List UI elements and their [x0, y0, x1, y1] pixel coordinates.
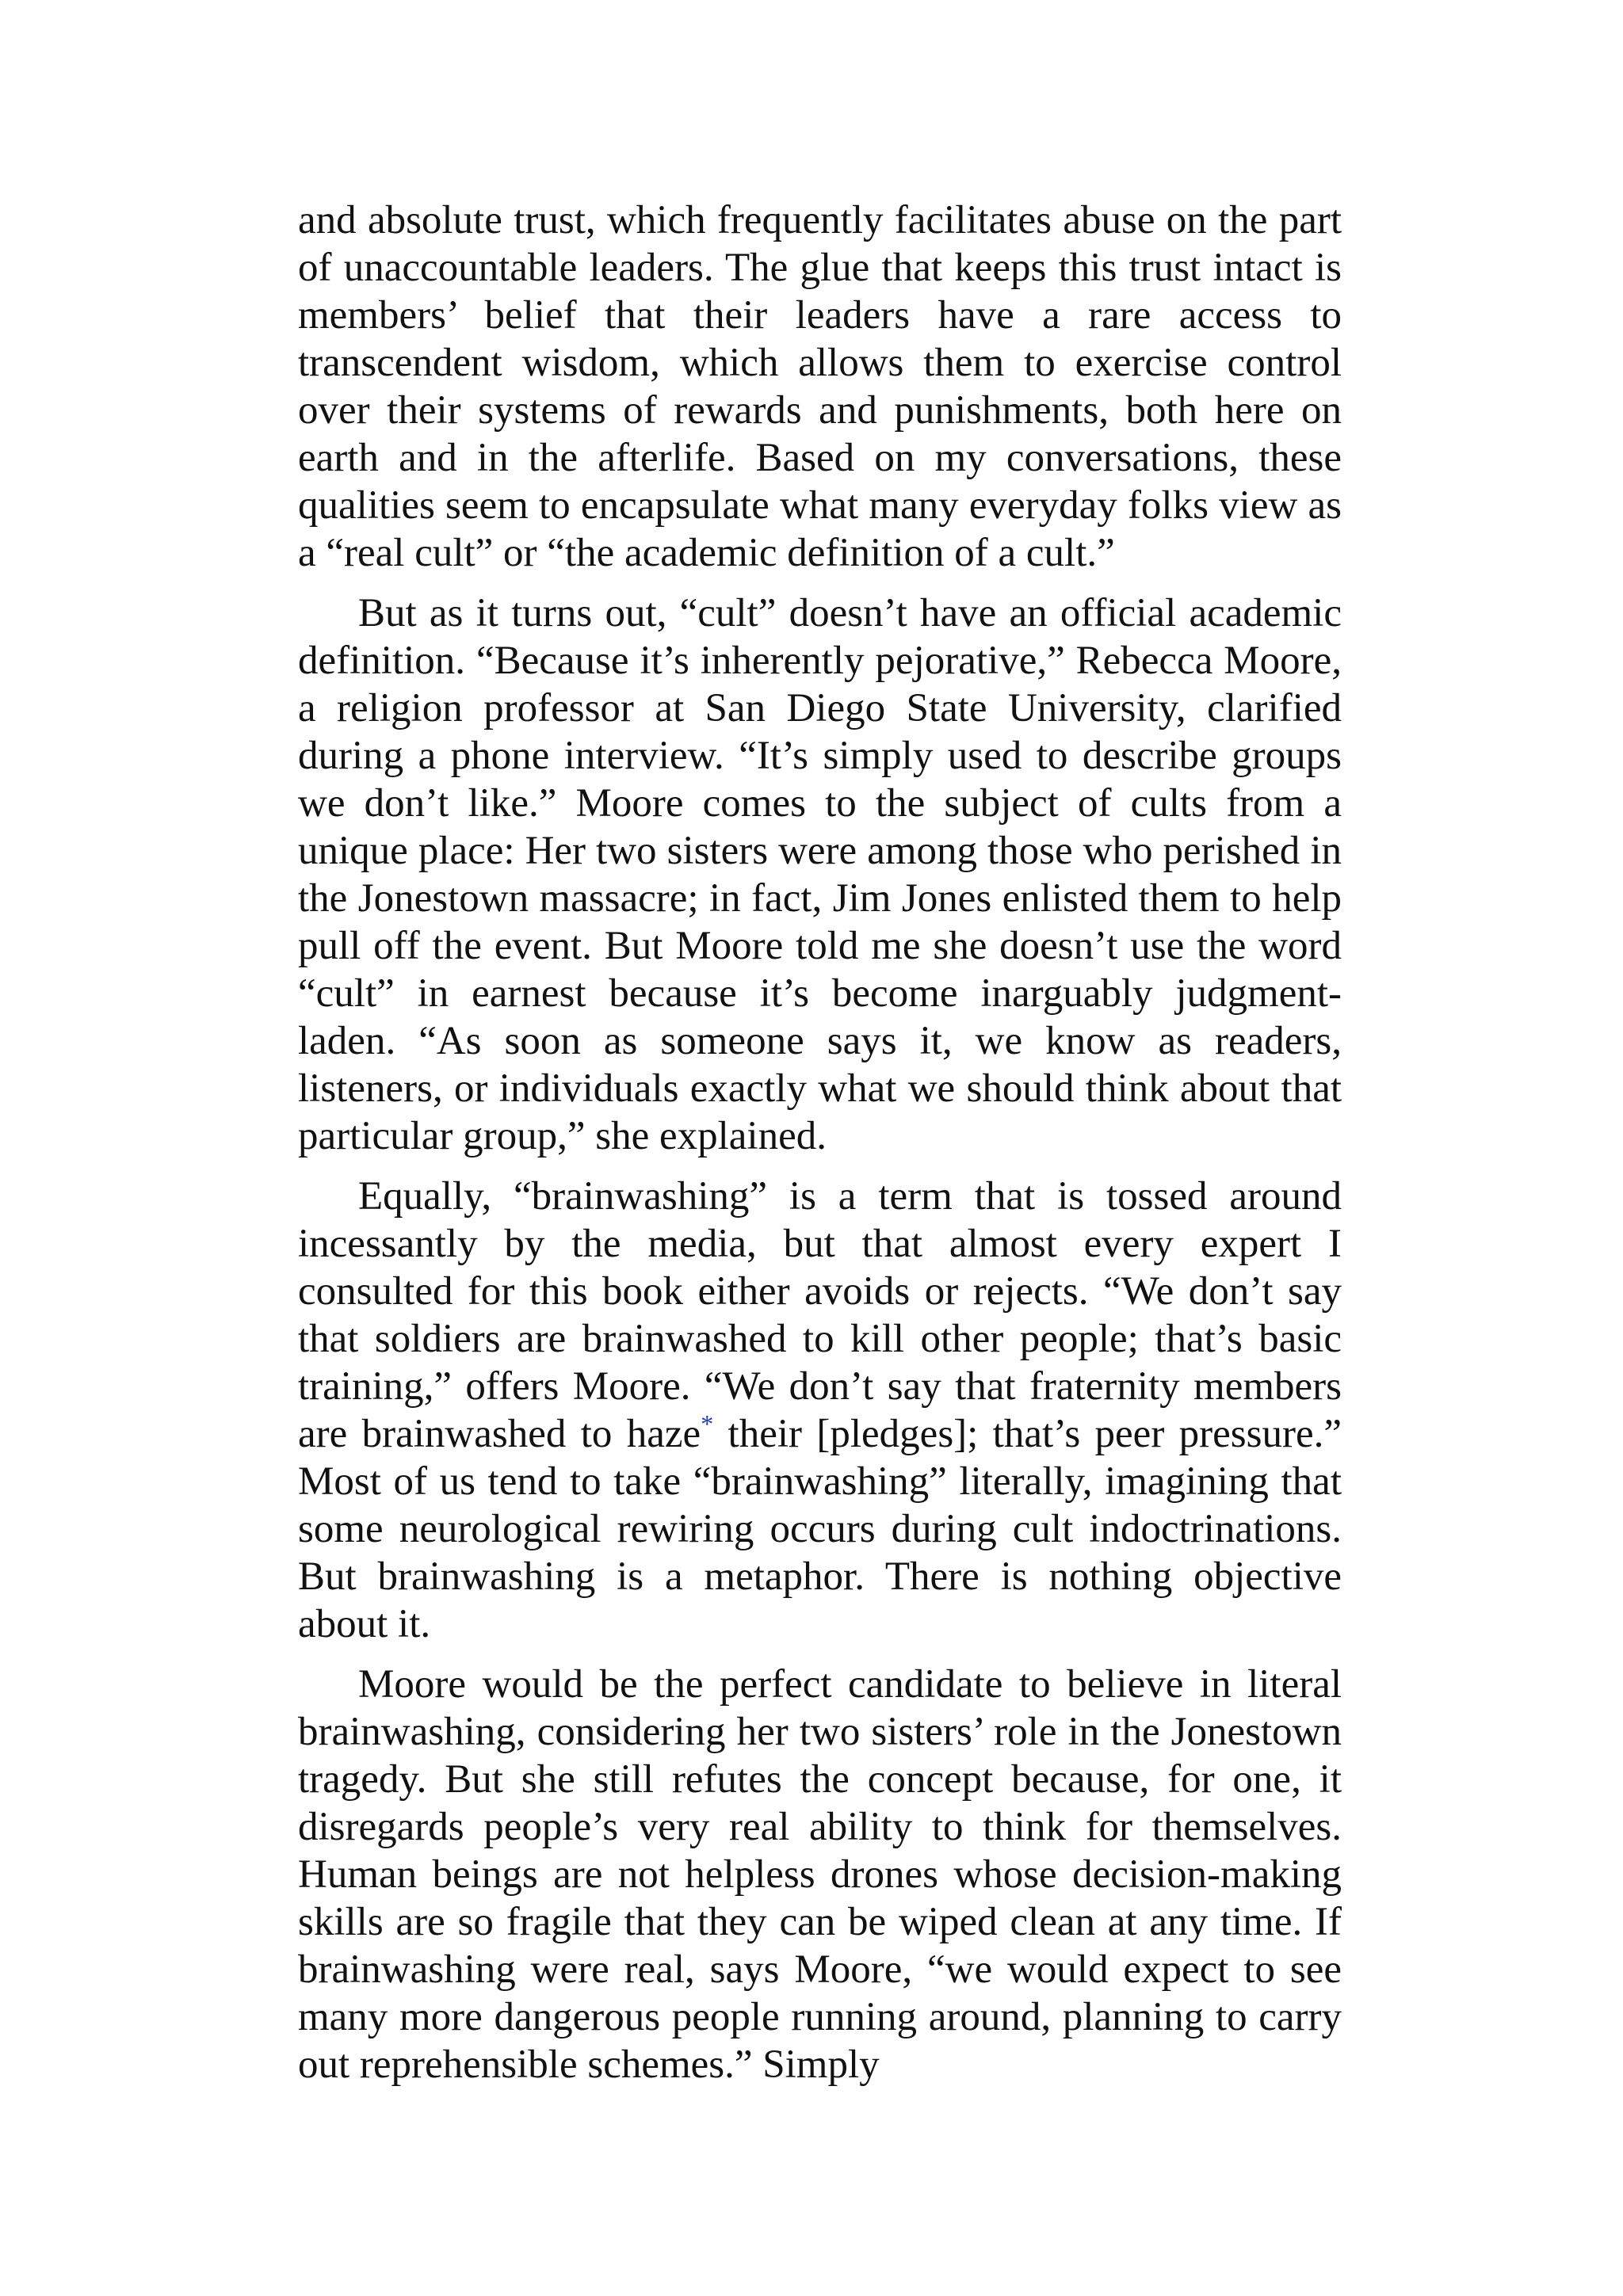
paragraph-literal-brainwashing: Moore would be the perfect candidate to believe in literal brainwashing, considering her two sisters’ role in the Jonestown tragedy. But she still refutes the concept because, for one, it disregards people’s very real ability to think for themselves. Human beings are not helpless drones whose decision-making skills are so fragile that they can be wiped clean at any time. If brainwashing were real, says Moore, “we would expect to see many more dangerous people running around, planning to carry out reprehensible schemes.” Simply [298, 1662, 1342, 2087]
footnote-link[interactable]: * [701, 1409, 714, 1438]
paragraph-brainwashing-term [298, 1173, 1342, 1648]
paragraph-continued: and absolute trust, which frequently facilitates abuse on the part of unaccountable leaders. The glue that keeps this trust intact is members’ belief that their leaders have a rare access to transcendent wisdom, which allows them to exercise control over their systems of rewards and punishments, both here on earth and in the afterlife. Based on my conversations, these qualities seem to encapsulate what many everyday folks view as a “real cult” or “the academic definition of a cult.” [298, 198, 1342, 575]
paragraph-text-after-footnote: their [pledges]; that’s peer pressure.” Most of us tend to take “brainwashing” literally, imagining that some neurological rewiring occurs during cult indoctrinations. But brainwashing is a metaphor. There is nothing objective about it. [298, 1412, 1342, 1646]
paragraph-text-before-footnote: Equally, “brainwashing” is a term that is tossed around incessantly by the media, but that almost every expert I consulted for this book either avoids or rejects. “We don’t say that soldiers are brainwashed to kill other people; that’s basic training,” offers Moore. “We don’t say that fraternity members are brainwashed to haze [298, 1174, 1342, 1456]
paragraph-cult-definition: But as it turns out, “cult” doesn’t have an official academic definition. “Because it’s inherently pejorative,” Rebecca Moore, a religion professor at San Diego State University, clarified during a phone interview. “It’s simply used to describe groups we don’t like.” Moore comes to the subject of cults from a unique place: Her two sisters were among those who perished in the Jonestown massacre; in fact, Jim Jones enlisted them to help pull off the event. But Moore told me she doesn’t use the word “cult” in earnest because it’s become inarguably judgment-laden. “As soon as someone says it, we know as readers, listeners, or individuals exactly what we should think about that particular group,” she explained. [298, 591, 1342, 1158]
book-page-body [298, 196, 1342, 2101]
